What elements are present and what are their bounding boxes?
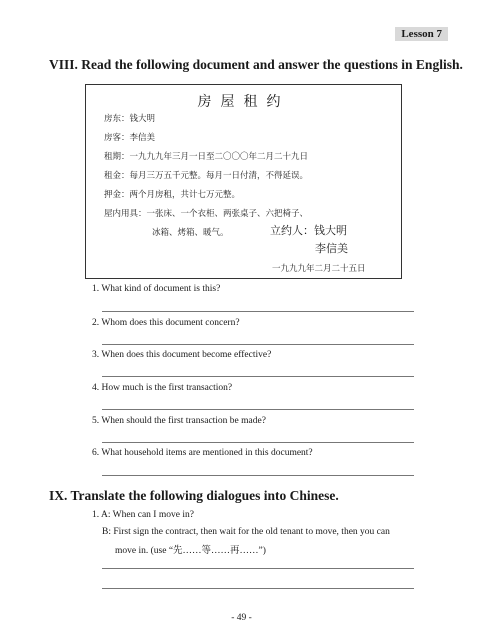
question-2: 2. Whom does this document concern? [92, 318, 240, 328]
answer-line-6[interactable] [102, 475, 414, 476]
lease-items-cont: 冰箱、烤箱、暖气。 [152, 227, 229, 237]
dialogue-b-line2: move in. (use “先……等……再……”) [115, 546, 266, 556]
dialogue-b-line1: B: First sign the contract, then wait for the old tenant to move, then you can [102, 527, 390, 537]
lease-deposit: 押金：两个月房租，共计七万元整。 [104, 189, 241, 199]
lease-heading: 房屋租约 [197, 95, 290, 110]
answer-line-1[interactable] [102, 311, 414, 312]
lease-tenant: 房客：李信美 [104, 132, 156, 142]
question-6: 6. What household items are mentioned in this document? [92, 448, 313, 458]
answer-line-5[interactable] [102, 442, 414, 443]
lease-date: 一九九九年二月二十五日 [272, 263, 366, 273]
dialogue-a: 1. A: When can I move in? [92, 510, 194, 520]
lease-document [85, 84, 402, 279]
question-4: 4. How much is the first transaction? [92, 383, 233, 393]
lease-rent: 租金：每月三万五千元整。每月一日付清，不得延误。 [104, 170, 309, 180]
lease-landlord: 房东：钱大明 [104, 113, 156, 123]
page-number: - 49 - [231, 613, 252, 623]
lease-term: 租期：一九九九年三月一日至二〇〇〇年二月二十九日 [104, 151, 309, 161]
question-5: 5. When should the first transaction be made? [92, 416, 266, 426]
section-8-title: VIII. Read the following document and answer the questions in English. [49, 57, 463, 72]
lesson-label: Lesson 7 [395, 27, 448, 41]
answer-line-2[interactable] [102, 344, 414, 345]
answer-line-8[interactable] [102, 588, 414, 589]
answer-line-7[interactable] [102, 568, 414, 569]
signer-1: 立约人：钱大明 [270, 225, 347, 237]
answer-line-4[interactable] [102, 409, 414, 410]
lease-items: 屋内用具：一张床、一个衣柜、两张桌子、六把椅子、 [104, 208, 309, 218]
question-1: 1. What kind of document is this? [92, 284, 221, 294]
signer-2: 李信美 [315, 243, 348, 255]
section-9-title: IX. Translate the following dialogues into Chinese. [49, 488, 339, 503]
answer-line-3[interactable] [102, 376, 414, 377]
question-3: 3. When does this document become effective? [92, 350, 272, 360]
